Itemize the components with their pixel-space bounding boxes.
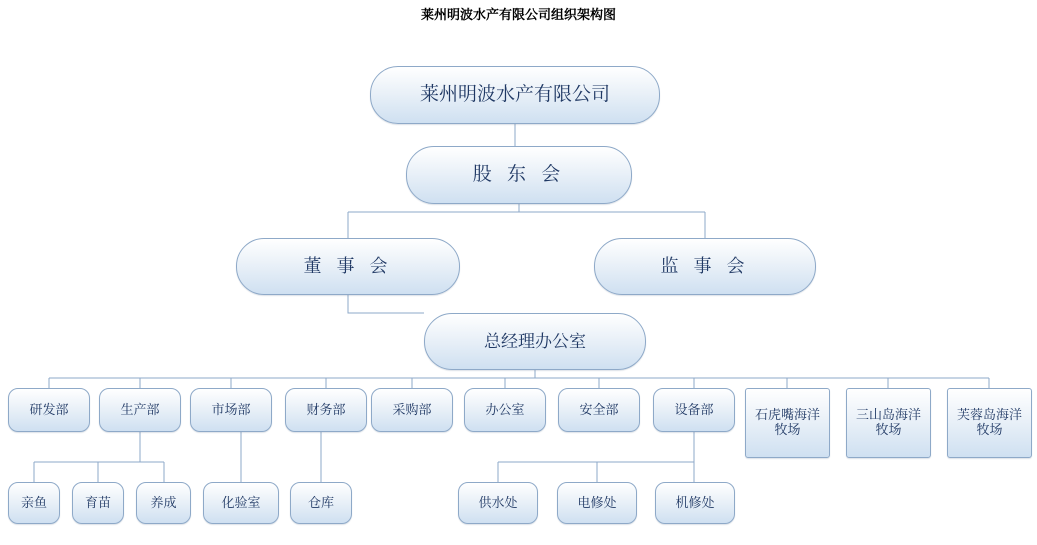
org-node-grow[interactable] xyxy=(136,482,191,524)
org-node-label: 仓库 xyxy=(307,494,334,510)
org-node-electric[interactable] xyxy=(557,482,637,524)
org-node-office[interactable] xyxy=(464,388,546,432)
org-node-label: 化验室 xyxy=(221,494,261,510)
org-node-safety[interactable] xyxy=(558,388,640,432)
org-node-supervisors[interactable] xyxy=(594,238,816,295)
org-node-water[interactable] xyxy=(458,482,538,524)
org-node-warehouse[interactable] xyxy=(290,482,352,524)
org-node-shareholders[interactable] xyxy=(406,146,632,204)
org-node-label: 总经理办公室 xyxy=(484,331,586,351)
org-node-label: 办公室 xyxy=(485,401,525,417)
org-node-label: 生产部 xyxy=(120,401,160,417)
org-node-fish[interactable] xyxy=(8,482,60,524)
org-node-label: 安全部 xyxy=(579,401,619,417)
org-node-farm3[interactable] xyxy=(947,388,1032,458)
page-title: 莱州明波水产有限公司组织架构图 xyxy=(420,7,616,22)
org-node-finance[interactable] xyxy=(285,388,367,432)
org-node-farm2[interactable] xyxy=(846,388,931,458)
org-node-rd[interactable] xyxy=(8,388,90,432)
org-node-label: 电修处 xyxy=(577,494,617,510)
org-node-company[interactable] xyxy=(370,66,660,124)
org-node-seed[interactable] xyxy=(72,482,124,524)
org-node-label: 莱州明波水产有限公司 xyxy=(419,84,610,106)
org-node-equip[interactable] xyxy=(653,388,735,432)
org-node-label: 育苗 xyxy=(84,494,111,510)
org-node-label: 股 东 会 xyxy=(472,164,566,186)
org-node-lab[interactable] xyxy=(203,482,279,524)
org-node-machine[interactable] xyxy=(655,482,735,524)
org-node-label: 采购部 xyxy=(392,401,432,417)
org-node-label: 三山岛海洋牧场 xyxy=(855,407,921,437)
org-node-label: 亲鱼 xyxy=(20,494,47,510)
org-node-label: 养成 xyxy=(150,494,177,510)
org-node-purchase[interactable] xyxy=(371,388,453,432)
org-node-label: 董 事 会 xyxy=(303,256,393,277)
org-node-label: 芙蓉岛海洋牧场 xyxy=(956,407,1022,437)
org-node-label: 供水处 xyxy=(478,494,518,510)
org-node-label: 市场部 xyxy=(211,401,251,417)
org-node-board[interactable] xyxy=(236,238,460,295)
org-node-label: 监 事 会 xyxy=(660,256,750,277)
org-node-label: 设备部 xyxy=(674,401,714,417)
org-node-market[interactable] xyxy=(190,388,272,432)
org-node-label: 机修处 xyxy=(675,494,715,510)
org-node-label: 石虎嘴海洋牧场 xyxy=(754,407,820,437)
org-node-label: 研发部 xyxy=(29,401,69,417)
org-node-farm1[interactable] xyxy=(745,388,830,458)
org-node-gm[interactable] xyxy=(424,313,646,370)
org-node-prod[interactable] xyxy=(99,388,181,432)
org-node-label: 财务部 xyxy=(306,401,346,417)
